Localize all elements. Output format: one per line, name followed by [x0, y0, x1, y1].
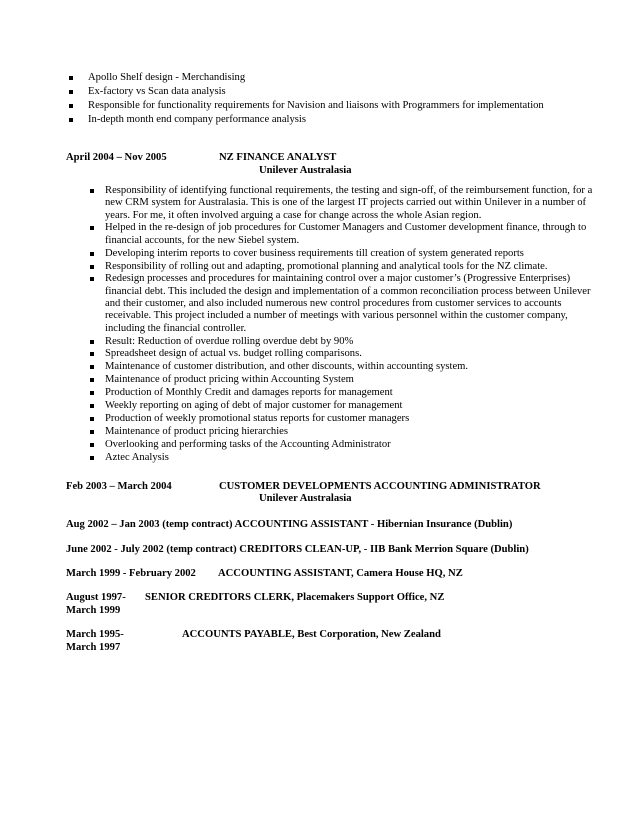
square-bullet-icon	[90, 456, 94, 460]
square-bullet-icon	[90, 226, 94, 230]
square-bullet-icon	[69, 76, 73, 80]
job-title: SENIOR CREDITORS CLERK, Placemakers Support Office, NZ	[145, 592, 445, 603]
square-bullet-icon	[69, 118, 73, 122]
list-item: Developing interim reports to cover business requirements till creation of system generated reports	[105, 248, 599, 260]
job-title: CUSTOMER DEVELOPMENTS ACCOUNTING ADMINISTRATOR	[219, 481, 541, 492]
job-title: ACCOUNTS PAYABLE, Best Corporation, New Zealand	[182, 629, 441, 640]
job-dates-end: March 1997	[66, 642, 121, 653]
square-bullet-icon	[90, 340, 94, 344]
job-dates: Feb 2003 – March 2004	[66, 481, 172, 492]
square-bullet-icon	[90, 252, 94, 256]
square-bullet-icon	[90, 265, 94, 269]
job-entry-iib: June 2002 - July 2002 (temp contract) CREDITORS CLEAN-UP, - IIB Bank Merrion Square (Dublin)	[66, 544, 529, 555]
square-bullet-icon	[90, 365, 94, 369]
job-dates: April 2004 – Nov 2005	[66, 152, 167, 163]
job-dates-start: August 1997-	[66, 592, 126, 603]
list-item: Weekly reporting on aging of debt of major customer for management	[105, 400, 599, 412]
square-bullet-icon	[90, 430, 94, 434]
list-item: Production of weekly promotional status reports for customer managers	[105, 413, 599, 425]
square-bullet-icon	[90, 189, 94, 193]
list-item: Overlooking and performing tasks of the Accounting Administrator	[105, 439, 599, 451]
square-bullet-icon	[69, 90, 73, 94]
list-item: Responsibility of identifying functional requirements, the testing and sign-off, of the reimbursement function, for a new CRM system for Australasia. This is one of the largest IT projects carried out within Unilever in a number of years. For me, it often involved arguing a case for change across the whole Asian region.	[105, 185, 599, 222]
list-item: Responsibility of rolling out and adapting, promotional planning and analytical tools for the NZ climate.	[105, 261, 599, 273]
square-bullet-icon	[90, 391, 94, 395]
square-bullet-icon	[69, 104, 73, 108]
list-item: Apollo Shelf design - Merchandising	[88, 72, 608, 86]
job-dates-start: March 1995-	[66, 629, 124, 640]
list-item: Ex-factory vs Scan data analysis	[88, 86, 608, 100]
job-title: ACCOUNTING ASSISTANT, Camera House HQ, NZ	[218, 568, 463, 579]
list-item: Maintenance of customer distribution, and other discounts, within accounting system.	[105, 361, 599, 373]
square-bullet-icon	[90, 417, 94, 421]
top-bullet-list	[88, 72, 608, 128]
job-dates: March 1999 - February 2002	[66, 568, 196, 579]
nz-analyst-bullet-list	[105, 185, 599, 464]
list-item: Responsible for functionality requirements for Navision and liaisons with Programmers for implementation	[88, 100, 608, 114]
list-item: Maintenance of product pricing hierarchies	[105, 426, 599, 438]
square-bullet-icon	[90, 443, 94, 447]
company-name: Unilever Australasia	[259, 165, 352, 176]
list-item: Production of Monthly Credit and damages reports for management	[105, 387, 599, 399]
list-item: Spreadsheet design of actual vs. budget rolling comparisons.	[105, 348, 599, 360]
company-name: Unilever Australasia	[259, 493, 352, 504]
list-item: Redesign processes and procedures for maintaining control over a major customer’s (Progressive Enterprises) financial debt. This included the design and implementation of a common reconciliation process between Unilever and their customer, and also included numerous new control procedures from customer services to accounts receivable. This project included a number of meetings with various personnel within the customer company, including the financial controller.	[105, 273, 599, 334]
job-entry-hibernian: Aug 2002 – Jan 2003 (temp contract) ACCOUNTING ASSISTANT - Hibernian Insurance (Dublin)	[66, 519, 513, 530]
list-item: Result: Reduction of overdue rolling overdue debt by 90%	[105, 336, 599, 348]
square-bullet-icon	[90, 378, 94, 382]
square-bullet-icon	[90, 277, 94, 281]
square-bullet-icon	[90, 352, 94, 356]
list-item: Aztec Analysis	[105, 452, 599, 464]
list-item: In-depth month end company performance analysis	[88, 114, 608, 128]
list-item: Maintenance of product pricing within Accounting System	[105, 374, 599, 386]
list-item: Helped in the re-design of job procedures for Customer Managers and Customer development finance, through to financial accounts, for the new Siebel system.	[105, 222, 599, 247]
job-dates-end: March 1999	[66, 605, 121, 616]
job-title: NZ FINANCE ANALYST	[219, 152, 337, 163]
square-bullet-icon	[90, 404, 94, 408]
